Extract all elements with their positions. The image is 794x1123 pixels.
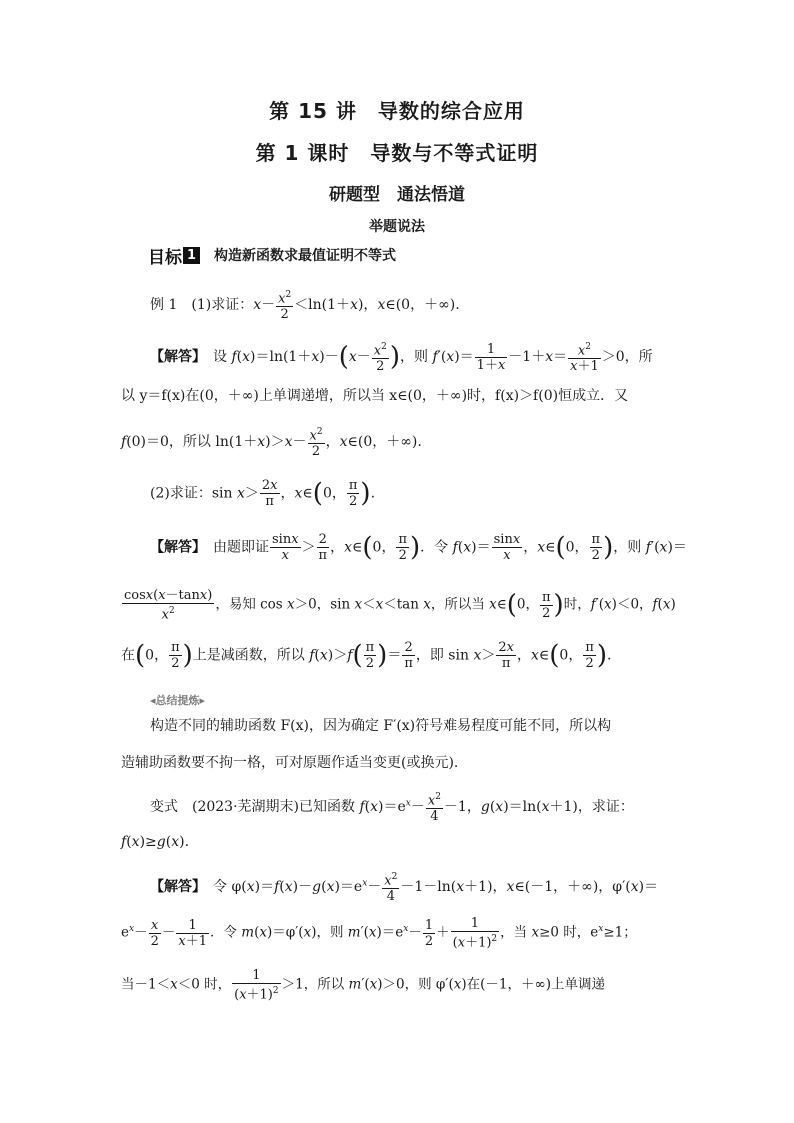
solution2-line2: $\frac{\cos x(x-\tan x)}{x^2}$ ，易知 cos x＞0，sin x＜x＜tan x，所以当 x∈(0， $\frac{\pi}{2}$ )时，f′(x)＜0，f(x) [124,588,676,623]
solution1-line2: 以 y＝f(x)在(0，＋∞)上单调递增，所以当 x∈(0，＋∞)时，f(x)＞f(0)恒成立．又 [121,388,629,404]
variant-line1: 变式 (2023·芜湖期末)已知函数 $f(x)=e^x-$ $\frac{x^2}{4}$ －1，g(x)＝ln(x＋1)，求证： [150,792,634,825]
solution-label: 【解答】 [150,879,199,896]
solution3-line3: 当－1＜x＜0 时， $\frac{1}{(x+1)^2}$ ＞1，所以 m′(x)＞0，则 φ′(x)在(－1，＋∞)上单调递 [121,968,605,1003]
solution2-line1: 【解答】 由题即证 $\frac{\sin x}{x}$ ＞ $\frac{2}{\pi}$ ，x∈(0， $\frac{\pi}{2}$ )．令 f(x)＝ $\frac{\sin x}{x}$ ，x∈(0， $\frac{\pi}{2}$ )，则 f′(x)＝ [150,532,687,563]
solution3-line2: $e^x-$ $\frac{x}{2}$ － $\frac{1}{x+1}$ ．令 m(x)＝φ′(x)，则 $m'(x)=e^x-$ $\frac{1}{2}$ ＋ $\frac{1}{(x+1)^2}$ ，当 x≥0 时，$e^x\ge 1$； [121,916,637,951]
section-title: 研题型 通法悟道 [329,185,465,205]
variant-line2: f(x)≥g(x). [121,834,190,850]
solution3-line1: 【解答】 令 $\varphi(x)=f(x)-g(x)=e^x-$ $\frac{x^2}{4}$ －1－ln(x＋1)，x∈(－1，＋∞)，φ′(x)＝ [150,872,659,905]
solution2-line3: 在(0， $\frac{\pi}{2}$ )上是减函数，所以 f(x)＞f( $\frac{\pi}{2}$ )＝ $\frac{2}{\pi}$ ，即 sin x＞ $\frac{2x}{\pi}$ ，x∈(0， $\frac{\pi}{2}$ ). [121,640,612,671]
target-badge-text: 目标 [148,247,182,268]
target-text: 构造新函数求最值证明不等式 [214,248,396,264]
lesson-title: 第 1 课时 导数与不等式证明 [255,141,539,165]
solution-label: 【解答】 [150,349,199,366]
summary-tag: ◂总结提炼▸ [150,694,206,707]
target-heading [148,244,396,266]
summary-line2: 造辅助函数要不拘一格，可对原题作适当变更(或换元). [121,755,459,771]
target-badge-number: 1 [183,247,200,264]
summary-line1: 构造不同的辅助函数 F(x)，因为确定 F′(x)符号难易程度可能不同，所以构 [150,718,612,734]
example1-part1: 例 1 (1)求证：x－ $\frac{x^2}{2}$ ＜ln(1＋x)，x∈(0，＋∞). [150,290,460,323]
solution1-line3: f(0)＝0，所以 ln(1＋x)＞x－ $\frac{x^2}{2}$ ，x∈(0，＋∞). [121,427,422,460]
solution1-line1: 【解答】 设 f(x)＝ln(1＋x)－(x－ $\frac{x^2}{2}$ )，则 f′(x)＝ $\frac{1}{1+x}$ －1＋x＝ $\frac{x^2}{x+1}$ ＞0，所 [150,341,653,375]
solution-label: 【解答】 [150,539,199,556]
example1-part2: (2)求证：sin x＞ $\frac{2x}{\pi}$ ，x∈(0， $\frac{\pi}{2}$ ). [150,478,376,509]
target-badge [148,243,200,268]
sub-title: 举题说法 [369,219,425,235]
lecture-title: 第 15 讲 导数的综合应用 [269,99,525,123]
